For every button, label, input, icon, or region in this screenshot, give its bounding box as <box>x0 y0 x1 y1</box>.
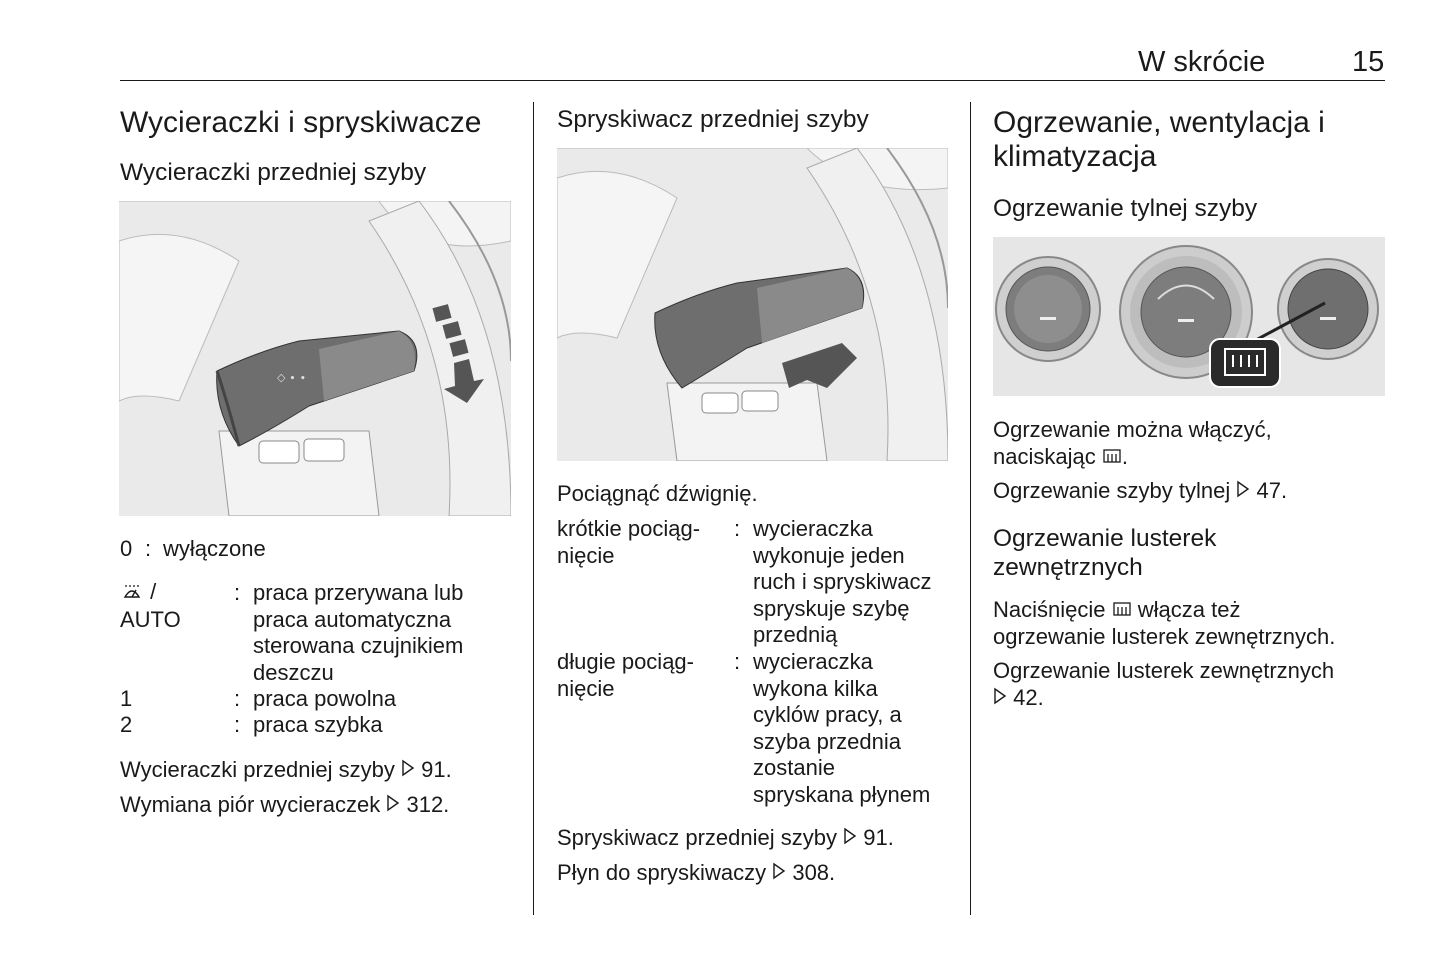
para-line <box>993 444 1272 471</box>
legend-key-auto: AUTO <box>120 607 181 632</box>
legend-sep-1: : <box>234 580 241 605</box>
ref-page: 42. <box>1013 684 1044 710</box>
arrow-ref-icon <box>843 827 857 845</box>
ref-washer-fluid[interactable] <box>557 860 835 887</box>
legend-sep-0: : <box>145 536 152 561</box>
heating-para-1 <box>993 417 1272 470</box>
section-title: W skrócie <box>1138 46 1266 78</box>
ref-text: Ogrzewanie szyby tylnej <box>993 478 1231 503</box>
text-line: wycieraczka <box>753 516 873 541</box>
key-line: długie pociąg- <box>557 649 694 674</box>
heading-line: klimatyzacja <box>993 140 1157 173</box>
front-wipers-subheading: Wycieraczki przedniej szyby <box>120 159 427 186</box>
legend-key-0: 0 <box>120 536 133 561</box>
heading-line: zewnętrznych <box>993 554 1143 581</box>
key-line: nięcie <box>557 675 615 701</box>
ref-page: 91. <box>863 825 894 850</box>
washer-heading: Spryskiwacz przedniej szyby <box>557 106 869 133</box>
ref-front-wipers[interactable] <box>120 757 452 784</box>
legend-text-0: wyłączone <box>163 536 266 561</box>
climate-controls-illustration <box>993 237 1385 396</box>
heating-para-2 <box>993 597 1335 650</box>
column-divider-1 <box>533 102 534 915</box>
ref-wiper-blades[interactable] <box>120 792 449 819</box>
wiper-stalk-figure <box>119 201 511 516</box>
ref-page: 308. <box>792 860 836 885</box>
heading-line: Ogrzewanie lusterek <box>993 525 1217 552</box>
para-text: . <box>1121 443 1128 469</box>
ref-page: 91. <box>421 757 452 782</box>
text-line: wykonuje jeden <box>753 542 905 568</box>
legend-sep-2: : <box>234 686 241 711</box>
arrow-ref-icon <box>1236 480 1250 498</box>
para-text: Naciśnięcie <box>993 597 1106 622</box>
header-rule <box>120 80 1385 81</box>
text-line: spryskuje szybę <box>753 595 910 621</box>
legend-key-slash: / <box>144 579 157 604</box>
para-text: naciskając <box>993 443 1096 469</box>
legend-text-2: praca powolna <box>253 686 397 711</box>
page-number: 15 <box>1352 46 1385 78</box>
ref-rear-window-heating[interactable] <box>993 478 1287 505</box>
washer-key-long <box>557 649 694 702</box>
rear-defrost-icon <box>1112 601 1132 619</box>
ref-text: Ogrzewanie lusterek zewnętrznych <box>993 658 1335 683</box>
legend-line: praca automatyczna <box>253 606 452 632</box>
column-divider-2 <box>970 102 971 915</box>
legend-text-3: praca szybka <box>253 712 383 737</box>
para-line: Ogrzewanie można włączyć, <box>993 417 1272 442</box>
text-line: ruch i spryskiwacz <box>753 569 932 594</box>
washer-stalk-figure <box>557 148 948 461</box>
para-line <box>993 597 1335 624</box>
arrow-ref-icon <box>772 862 786 880</box>
text-line: cyklów pracy, a <box>753 702 902 727</box>
washer-sep-short: : <box>734 516 741 541</box>
wiper-stalk-illustration <box>119 201 511 516</box>
washer-key-short <box>557 516 700 569</box>
washer-text-short <box>753 516 931 649</box>
wipers-heading: Wycieraczki i spryskiwacze <box>120 106 482 139</box>
arrow-ref-icon <box>386 794 400 812</box>
washer-intro: Pociągnąć dźwignię. <box>557 481 758 506</box>
legend-line: praca przerywana lub <box>253 580 464 605</box>
rear-defrost-icon <box>1102 448 1122 466</box>
legend-text-1 <box>253 580 463 686</box>
climate-heading <box>993 106 1325 174</box>
washer-sep-long: : <box>734 649 741 674</box>
ref-line <box>993 685 1334 712</box>
ref-mirror-heating[interactable] <box>993 658 1334 711</box>
text-line: spryskana płynem <box>753 781 931 807</box>
rear-window-heating-subheading: Ogrzewanie tylnej szyby <box>993 195 1258 222</box>
heading-line: Ogrzewanie, wentylacja i <box>993 106 1325 139</box>
text-line: wykona kilka <box>753 675 878 701</box>
key-line: krótkie pociąg- <box>557 516 701 541</box>
legend-key-3: 2 <box>120 712 133 737</box>
ref-page: 312. <box>406 792 450 817</box>
arrow-ref-icon <box>401 759 415 777</box>
arrow-ref-icon <box>993 687 1007 705</box>
text-line: zostanie <box>753 755 835 780</box>
climate-controls-figure <box>993 237 1385 396</box>
text-line: szyba przednia <box>753 728 901 754</box>
legend-sep-3: : <box>234 712 241 737</box>
para-line: ogrzewanie lusterek zewnętrznych. <box>993 623 1336 649</box>
washer-text-long <box>753 649 930 808</box>
legend-key-2: 1 <box>120 686 133 711</box>
legend-key-1 <box>120 579 156 606</box>
text-line: przednią <box>753 622 838 647</box>
key-line: nięcie <box>557 542 615 568</box>
washer-stalk-illustration <box>557 148 948 461</box>
svg-text:◇ ∙ ∙: ◇ ∙ ∙ <box>277 371 307 384</box>
text-line: wycieraczka <box>753 649 873 674</box>
ref-text: Wymiana piór wycieraczek <box>120 792 381 817</box>
intermittent-wiper-icon <box>120 583 144 601</box>
ref-washer[interactable] <box>557 825 894 852</box>
ref-text: Wycieraczki przedniej szyby <box>120 757 395 782</box>
para-text: włącza też <box>1137 597 1241 622</box>
legend-line: deszczu <box>253 659 334 685</box>
ref-page: 47. <box>1256 478 1288 503</box>
mirror-heating-subheading <box>993 524 1216 582</box>
ref-text: Spryskiwacz przedniej szyby <box>557 825 837 850</box>
legend-line: sterowana czujnikiem <box>253 633 464 658</box>
ref-text: Płyn do spryskiwaczy <box>557 860 767 885</box>
